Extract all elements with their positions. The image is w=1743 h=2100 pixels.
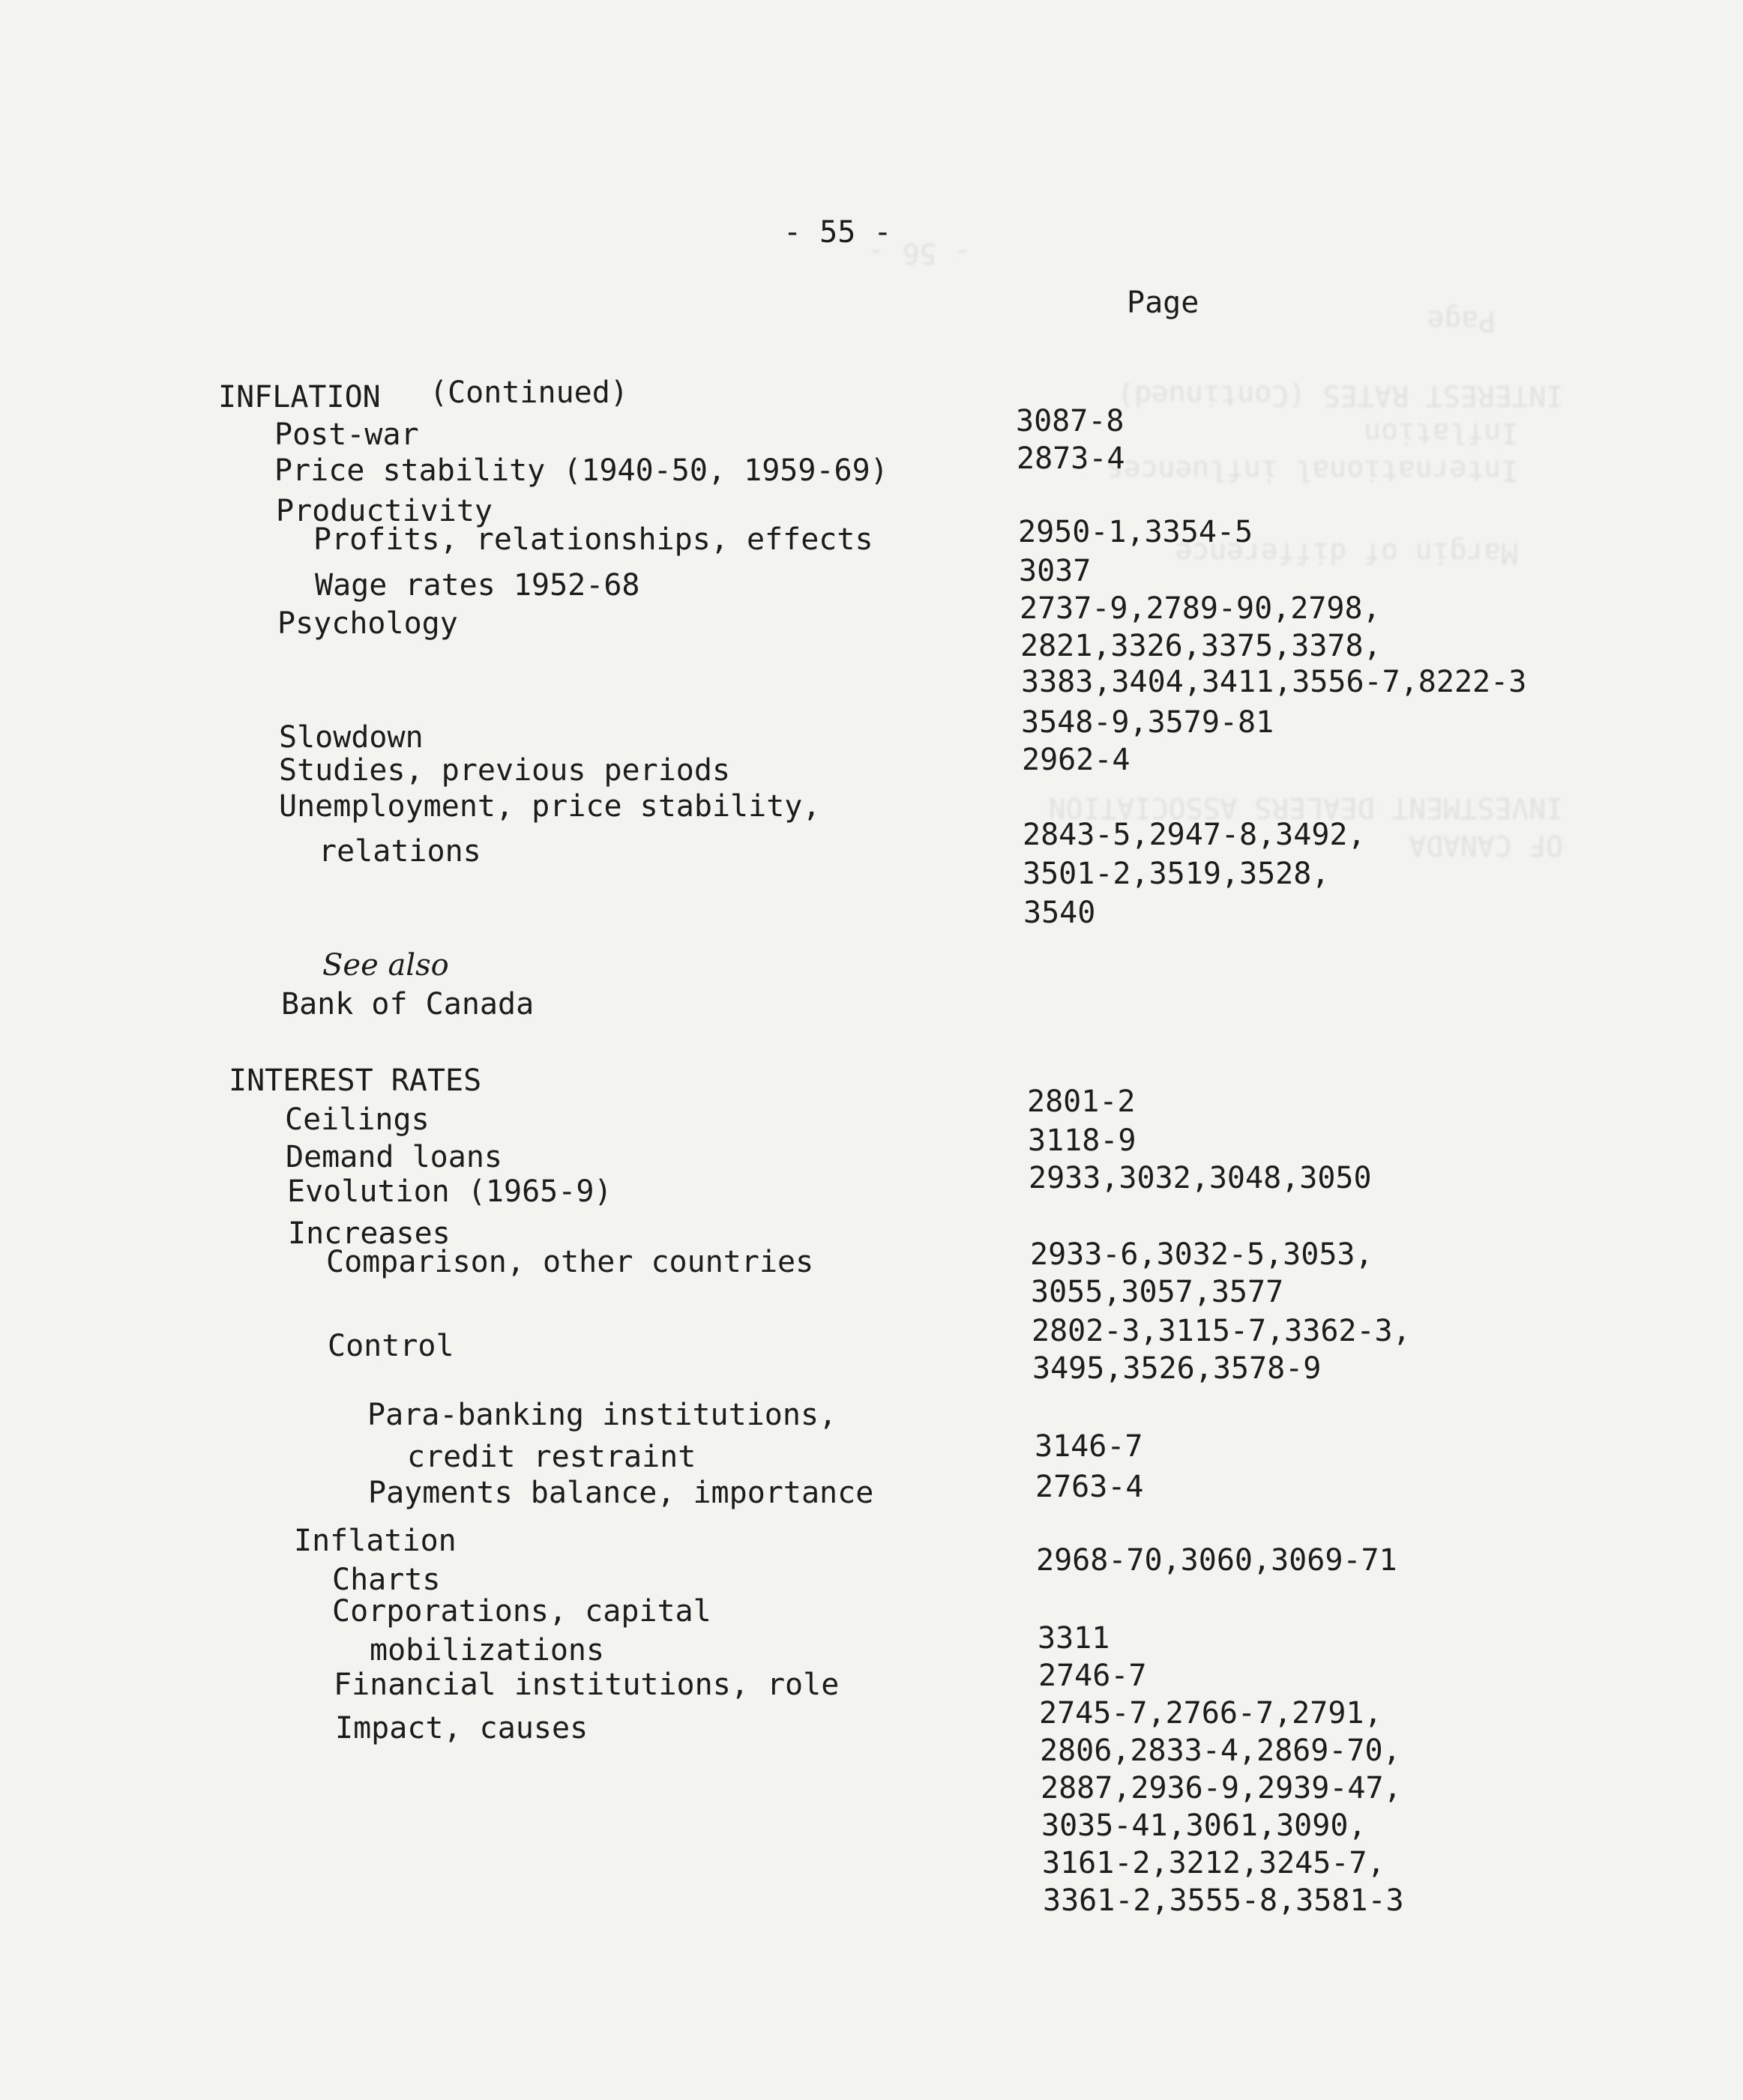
entry-control: Control [328, 1329, 454, 1363]
pages-impact-2: 2806,2833-4,2869-70, [1040, 1734, 1401, 1768]
entry-para-banking-2: credit restraint [407, 1440, 696, 1474]
pages-impact-6: 3361-2,3555-8,3581-3 [1043, 1883, 1404, 1918]
pages-psychology-2: 2821,3326,3375,3378, [1020, 629, 1382, 663]
entry-price-stability: Price stability (1940-50, 1959-69) [274, 453, 888, 488]
entry-charts: Charts [332, 1563, 441, 1597]
ghost-text: International influences [1106, 454, 1518, 487]
entry-productivity: Productivity [276, 494, 493, 528]
ghost-text: - 56 - [867, 237, 971, 270]
pages-comparison-2: 3055,3057,3577 [1031, 1275, 1284, 1309]
entry-ceilings: Ceilings [285, 1102, 430, 1137]
pages-psychology-1: 2737-9,2789-90,2798, [1020, 591, 1381, 626]
entry-studies: Studies, previous periods [279, 753, 731, 788]
pages-impact-5: 3161-2,3212,3245-7, [1042, 1846, 1385, 1880]
entry-corporations-1: Corporations, capital [332, 1594, 711, 1629]
entry-financial-institutions: Financial institutions, role [334, 1668, 840, 1702]
entry-corporations-2: mobilizations [370, 1633, 605, 1668]
pages-payments-balance: 2763-4 [1035, 1470, 1144, 1504]
see-also-label: See also [322, 948, 449, 983]
ghost-text: OF CANADA [1409, 829, 1563, 862]
pages-para-banking: 3146-7 [1035, 1429, 1143, 1464]
pages-control-1: 2802-3,3115-7,3362-3, [1032, 1314, 1411, 1348]
pages-impact-4: 3035-41,3061,3090, [1041, 1808, 1367, 1843]
ghost-text: INVESTMENT DEALERS ASSOCIATION [1048, 791, 1563, 824]
entry-payments-balance: Payments balance, importance [368, 1476, 874, 1510]
page-number: - 55 - [783, 215, 892, 250]
entry-increases: Increases [288, 1216, 451, 1251]
pages-profits: 2950-1,3354-5 [1018, 515, 1253, 549]
pages-ceilings: 2801-2 [1027, 1084, 1136, 1119]
entry-unemployment-1: Unemployment, price stability, [279, 789, 821, 824]
pages-psychology-4: 3548-9,3579-81 [1021, 705, 1274, 740]
pages-evolution: 2933,3032,3048,3050 [1029, 1161, 1372, 1195]
entry-profits: Profits, relationships, effects [313, 522, 873, 557]
heading-continued: (Continued) [430, 375, 628, 410]
entry-psychology: Psychology [277, 606, 458, 641]
entry-comparison: Comparison, other countries [326, 1245, 814, 1279]
entry-impact: Impact, causes [335, 1711, 588, 1746]
ghost-text: Margin of difference [1175, 537, 1518, 570]
pages-unemployment-2: 3501-2,3519,3528, [1023, 857, 1330, 891]
pages-control-2: 3495,3526,3578-9 [1032, 1351, 1322, 1386]
heading-inflation: INFLATION [218, 380, 381, 414]
ghost-text: Page [1427, 304, 1496, 337]
pages-financial-institutions: 2746-7 [1038, 1659, 1147, 1693]
entry-unemployment-2: relations [319, 834, 481, 869]
entry-para-banking-1: Para-banking institutions, [367, 1398, 837, 1432]
pages-psychology-3: 3383,3404,3411,3556-7,8222-3 [1021, 665, 1527, 699]
pages-impact-1: 2745-7,2766-7,2791, [1039, 1696, 1382, 1731]
see-also-bank-of-canada: Bank of Canada [281, 987, 535, 1022]
pages-demand-loans: 3118-9 [1028, 1123, 1137, 1158]
heading-interest-rates: INTEREST RATES [229, 1063, 482, 1098]
pages-unemployment-3: 3540 [1023, 896, 1096, 930]
entry-slowdown: Slowdown [279, 720, 424, 755]
pages-studies: 2962-4 [1022, 743, 1131, 777]
entry-evolution: Evolution (1965-9) [287, 1174, 612, 1209]
pages-impact-3: 2887,2936-9,2939-47, [1041, 1771, 1402, 1805]
pages-corporations: 3311 [1038, 1621, 1110, 1656]
pages-unemployment-1: 2843-5,2947-8,3492, [1023, 818, 1366, 852]
ghost-text: Inflation [1364, 417, 1518, 450]
ghost-text: INTEREST RATES (Continued) [1117, 379, 1563, 412]
page-column-header: Page [1127, 286, 1199, 320]
pages-post-war: 3087-8 [1016, 404, 1125, 438]
pages-wage-rates: 3037 [1019, 554, 1092, 588]
entry-wage-rates: Wage rates 1952-68 [315, 568, 640, 603]
pages-comparison-1: 2933-6,3032-5,3053, [1030, 1237, 1373, 1272]
pages-charts: 2968-70,3060,3069-71 [1036, 1543, 1397, 1578]
entry-post-war: Post-war [274, 417, 419, 452]
entry-demand-loans: Demand loans [286, 1140, 502, 1174]
entry-inflation: Inflation [294, 1524, 457, 1558]
pages-price-stability: 2873-4 [1017, 441, 1125, 476]
